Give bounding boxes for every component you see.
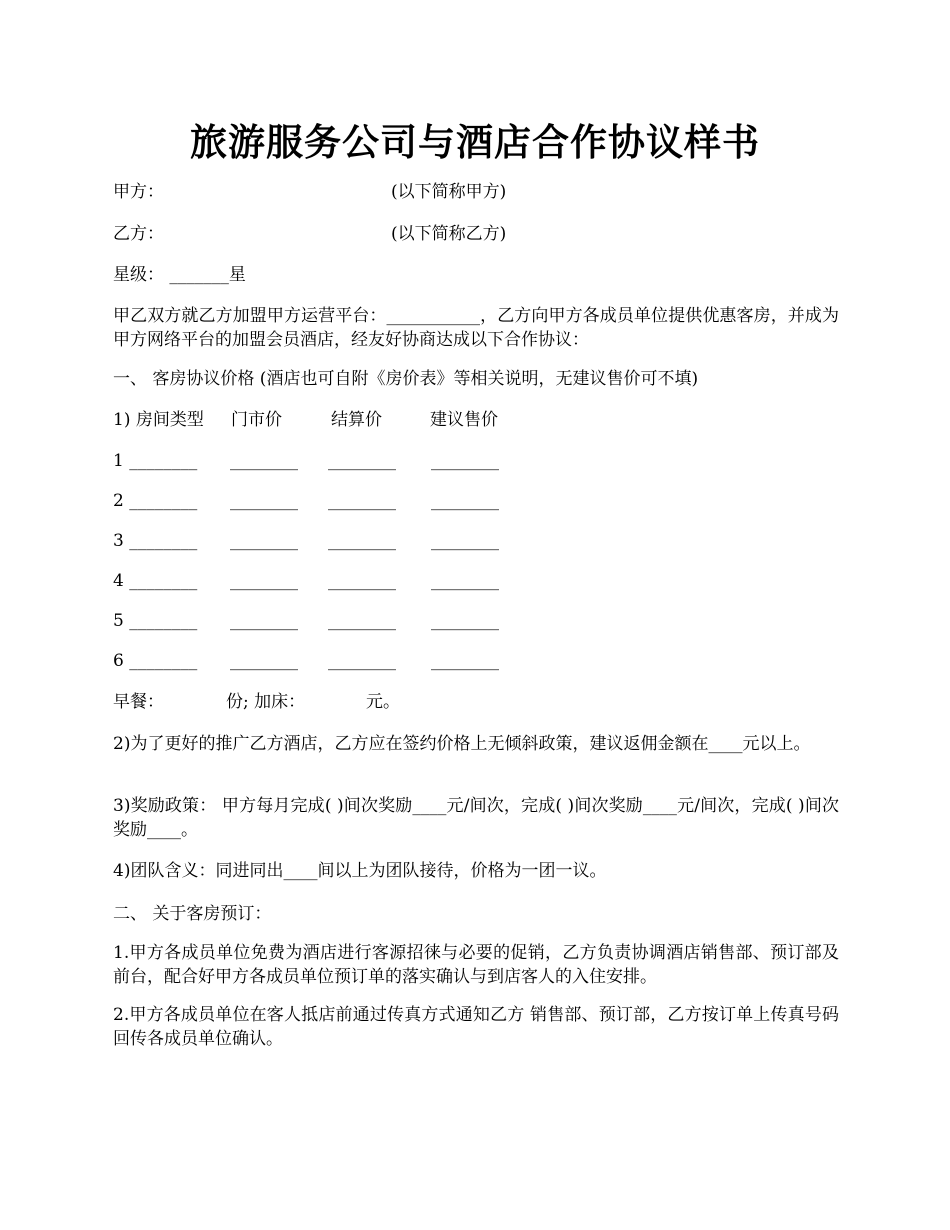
table-cell: 4 ________: [113, 571, 198, 591]
table-cell: ________: [431, 611, 499, 631]
table-cell: ________: [328, 491, 396, 511]
party-b-note: (以下简称乙方): [391, 224, 507, 244]
table-cell: ________: [230, 531, 298, 551]
clause-3: 3)奖励政策： 甲方每月完成( )间次奖励____元/间次，完成( )间次奖励____元/间次，完成( )间次奖励____。: [113, 796, 839, 840]
table-cell: ________: [328, 651, 396, 671]
table-cell: ________: [230, 611, 298, 631]
party-a-note: (以下简称甲方): [391, 182, 507, 202]
section-2-heading: 二、 关于客房预订：: [113, 904, 272, 924]
table-cell: ________: [230, 491, 298, 511]
table-cell: ________: [328, 571, 396, 591]
clause-2: 2)为了更好的推广乙方酒店，乙方应在签约价格上无倾斜政策，建议返佣金额在____元以上。: [113, 734, 811, 754]
table-cell: ________: [328, 531, 396, 551]
header-room-type: 1) 房间类型: [113, 410, 204, 430]
table-cell: ________: [431, 571, 499, 591]
table-cell: ________: [431, 531, 499, 551]
table-cell: ________: [230, 571, 298, 591]
table-cell: 2 ________: [113, 491, 198, 511]
table-cell: 3 ________: [113, 531, 198, 551]
booking-item-2: 2.甲方各成员单位在客人抵店前通过传真方式通知乙方 销售部、预订部，乙方按订单上传真号码回传各成员单位确认。: [113, 1005, 839, 1049]
table-cell: 1 ________: [113, 451, 198, 471]
party-b-label: 乙方：: [113, 224, 164, 244]
table-cell: ________: [328, 611, 396, 631]
section-1-heading: 一、 客房协议价格 (酒店也可自附《房价表》等相关说明，无建议售价可不填): [113, 369, 699, 389]
table-cell: ________: [431, 651, 499, 671]
breakfast-label: 早餐：: [113, 692, 164, 712]
table-cell: ________: [431, 451, 499, 471]
star-level: 星级： _______星: [113, 265, 246, 285]
table-cell: ________: [328, 451, 396, 471]
table-cell: ________: [230, 451, 298, 471]
party-a-label: 甲方：: [113, 182, 164, 202]
header-rack-rate: 门市价: [231, 410, 282, 430]
table-cell: 6 ________: [113, 651, 198, 671]
extra-bed-unit: 元。: [366, 692, 400, 712]
table-cell: 5 ________: [113, 611, 198, 631]
clause-4: 4)团队含义：同进同出____间以上为团队接待，价格为一团一议。: [113, 861, 607, 881]
header-settlement-price: 结算价: [331, 410, 382, 430]
document-title: 旅游服务公司与酒店合作协议样书: [190, 120, 760, 164]
table-cell: ________: [230, 651, 298, 671]
booking-item-1: 1.甲方各成员单位免费为酒店进行客源招徕与必要的促销，乙方负责协调酒店销售部、预订部及前台，配合好甲方各成员单位预订单的落实确认与到店客人的入住安排。: [113, 943, 839, 987]
extra-bed-label: 份; 加床：: [226, 692, 306, 712]
intro-paragraph: 甲乙双方就乙方加盟甲方运营平台：___________，乙方向甲方各成员单位提供优惠客房，并成为甲方网络平台的加盟会员酒店，经友好协商达成以下合作协议：: [113, 306, 839, 350]
table-cell: ________: [431, 491, 499, 511]
header-suggested-price: 建议售价: [430, 410, 498, 430]
